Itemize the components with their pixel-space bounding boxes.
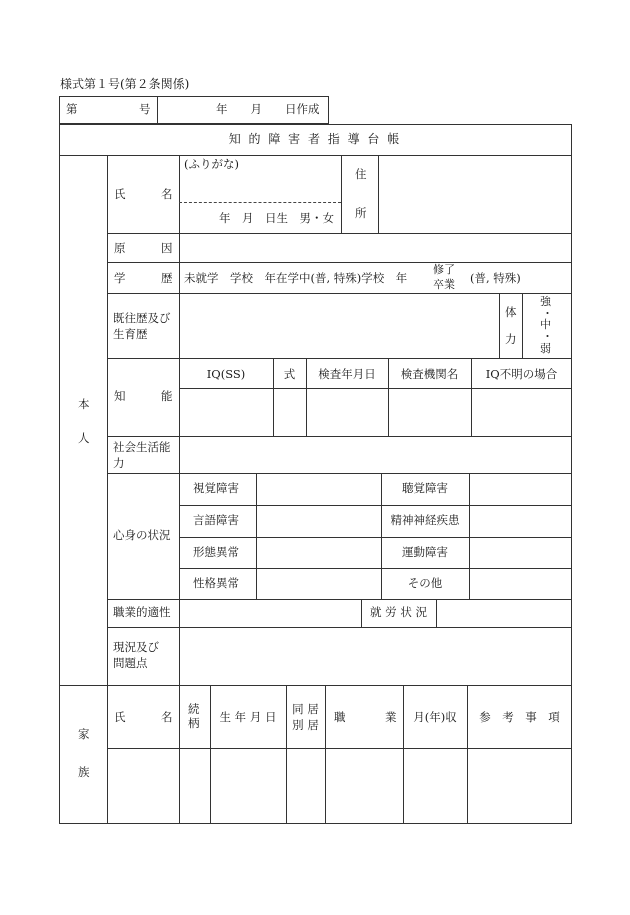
family-col-dokyo-2: 別 居: [292, 718, 319, 732]
tairyoku-label-1: 体: [505, 305, 517, 319]
family-col-notes: 参 考 事 項: [479, 710, 560, 724]
chino-label-2: 能: [161, 389, 173, 403]
strength-dot-1: ・: [542, 307, 553, 320]
family-col-zokugara-1: 続: [188, 702, 200, 716]
social-label-1: 社会生活能: [113, 440, 171, 454]
family-col-dokyo-1: 同 居: [292, 702, 319, 716]
honnin-label-1: 本: [78, 397, 90, 411]
form-title: 知 的 障 害 者 指 導 台 帳: [228, 132, 402, 146]
birth-sex-text: 年 月 日生 男・女: [219, 211, 334, 225]
chino-header-iq: IQ(SS): [206, 367, 246, 381]
furigana-label: (ふりがな): [184, 157, 239, 171]
social-label-2: 力: [113, 456, 125, 470]
strength-medium: 中: [540, 318, 551, 331]
family-col-zokugara-2: 柄: [188, 716, 200, 730]
edu-label-2: 歴: [161, 271, 173, 285]
strength-strong: 強: [540, 295, 551, 308]
history-label-1: 既往歴及び: [113, 311, 171, 325]
shinshin-visual: 視覚障害: [193, 481, 239, 495]
shinshin-form: 形態異常: [193, 545, 239, 559]
edu-tail: (普, 特殊): [470, 271, 521, 285]
shinshin-personality: 性格異常: [193, 576, 239, 590]
kazoku-label-1: 家: [78, 727, 90, 741]
history-label-2: 生育歴: [113, 327, 148, 341]
shinshin-speech: 言語障害: [193, 513, 239, 527]
header-go: 号: [139, 102, 151, 116]
family-col-income: 月(年)収: [413, 710, 457, 724]
shinshin-motor: 運動障害: [402, 545, 448, 559]
furigana-divider: [179, 202, 341, 203]
header-date: 年 月 日作成: [216, 102, 320, 116]
chino-label-1: 知: [114, 389, 126, 403]
family-col-job-1: 職: [334, 710, 346, 724]
shinshin-other: その他: [407, 576, 443, 590]
vocation-label: 職業的適性: [113, 605, 171, 619]
shinshin-neuro: 精神神経疾患: [390, 513, 460, 527]
chino-header-unknown: IQ不明の場合: [485, 367, 558, 381]
strength-dot-2: ・: [542, 330, 553, 343]
edu-shuryo: 修了: [433, 263, 455, 276]
address-label-1: 住: [355, 167, 367, 181]
cause-label-1: 原: [114, 241, 126, 255]
employment-label: 就 労 状 況: [370, 605, 427, 619]
strength-weak: 弱: [540, 342, 551, 355]
current-label-1: 現況及び: [113, 640, 159, 654]
family-col-birth: 生 年 月 日: [219, 710, 277, 724]
form-number: 様式第１号(第２条関係): [60, 77, 190, 91]
current-label-2: 問題点: [113, 656, 148, 670]
kazoku-label-2: 族: [78, 765, 90, 779]
edu-label-1: 学: [114, 271, 126, 285]
family-col-name-2: 名: [161, 710, 173, 724]
name-label-1: 氏: [114, 187, 126, 201]
family-col-job-2: 業: [385, 710, 397, 724]
name-label-2: 名: [161, 187, 173, 201]
edu-sotsugyo: 卒業: [433, 278, 455, 291]
honnin-label-2: 人: [78, 431, 90, 445]
address-label-2: 所: [355, 206, 367, 220]
chino-header-date: 検査年月日: [318, 367, 376, 381]
tairyoku-label-2: 力: [505, 332, 517, 346]
family-col-name-1: 氏: [114, 710, 126, 724]
chino-header-org: 検査機関名: [400, 367, 459, 381]
header-dai: 第: [66, 102, 78, 116]
edu-text: 未就学 学校 年在学中(普, 特殊)学校 年: [184, 271, 408, 285]
cause-label-2: 因: [161, 241, 173, 255]
shinshin-hearing: 聴覚障害: [402, 481, 448, 495]
chino-header-shiki: 式: [283, 367, 296, 381]
shinshin-label: 心身の状況: [113, 528, 171, 542]
